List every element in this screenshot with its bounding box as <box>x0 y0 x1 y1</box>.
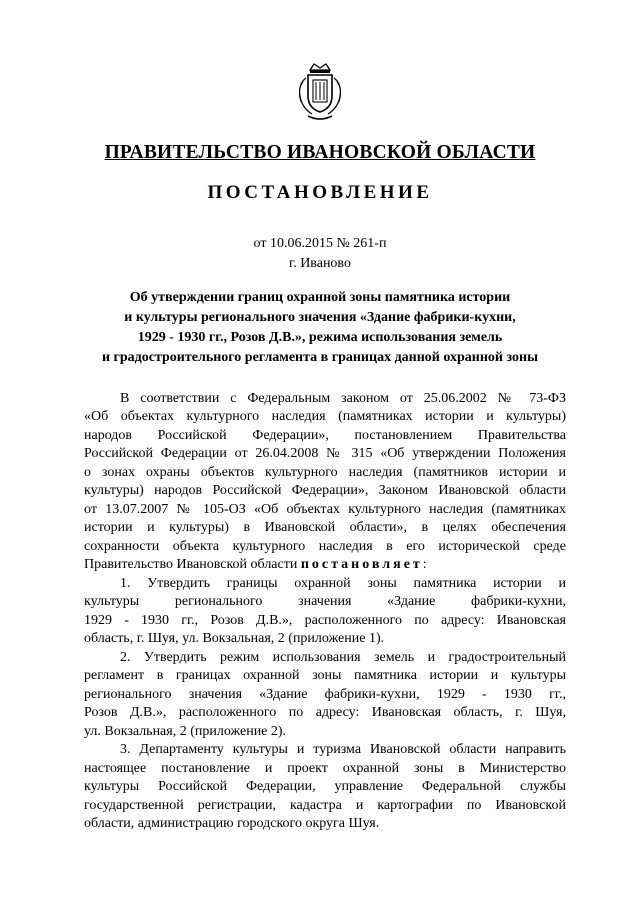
title-line: Об утверждении границ охранной зоны памятника истории <box>129 290 511 305</box>
item-3-line: настоящее постановление и проект охранной зоны в Министерство <box>84 761 566 776</box>
decree-colon: : <box>422 557 427 572</box>
document-city: г. Иваново <box>289 256 351 271</box>
organization-name: ПРАВИТЕЛЬСТВО ИВАНОВСКОЙ ОБЛАСТИ <box>104 142 536 163</box>
item-2-line: 2. Утвердить режим использования земель и градостроительный <box>120 650 566 665</box>
document-date-number: от 10.06.2015 № 261-п <box>253 236 387 251</box>
item-3-line: государственной регистрации, кадастра и картографии по Ивановской <box>84 798 566 813</box>
item-2-line: ул. Вокзальная, 2 (приложение 2). <box>84 724 287 739</box>
body-line: «Об объектах культурного наследия (памятниках истории и культуры) <box>84 409 566 424</box>
decree-word: постановляет <box>300 557 423 572</box>
body-line: сохранности объекта культурного наследия в его исторической среде <box>84 539 566 554</box>
title-line: 1929 - 1930 гг., Розов Д.В.», режима использования земель <box>137 330 503 345</box>
body-line-text: Правительство Ивановской области <box>84 557 301 572</box>
item-3-line: области, администрацию городского округа Шуя. <box>84 816 380 831</box>
body-line: В соответствии с Федеральным законом от 25.06.2002 № 73-ФЗ <box>120 391 566 406</box>
body-line: о зонах охраны объектов культурного наследия (памятников истории и <box>84 465 566 480</box>
body-line <box>84 556 566 574</box>
body-line: от 13.07.2007 № 105-ОЗ «Об объектах культурного наследия (памятниках <box>84 502 566 517</box>
item-2-line: регионального значения «Здание фабрики-кухни, 1929 - 1930 гг., <box>84 687 566 702</box>
item-1-line: 1929 - 1930 гг., Розов Д.В.», расположенного по адресу: Ивановская <box>84 613 566 628</box>
item-1-line: культуры регионального значения «Здание фабрики-кухни, <box>84 594 566 609</box>
coat-of-arms-icon <box>294 62 346 122</box>
body-line: культуры) народов Российской Федерации», Законом Ивановской области <box>84 483 566 498</box>
item-2-line: Розов Д.В.», расположенного по адресу: Ивановская область, г. Шуя, <box>84 705 566 720</box>
body-line: истории и культуры) в Ивановской области», в целях обеспечения <box>84 520 566 535</box>
body-line: Российской Федерации от 26.04.2008 № 315 «Об утверждении Положения <box>84 446 566 461</box>
item-2-line: регламент в границах охранной зоны памятника истории и культуры <box>84 668 566 683</box>
body-line: народов Российской Федерации», постановлением Правительства <box>84 428 566 443</box>
item-3-line: 3. Департаменту культуры и туризма Ивановской области направить <box>120 742 566 757</box>
item-3-line: культуры Российской Федерации, управление Федеральной службы <box>84 779 566 794</box>
item-1-line: область, г. Шуя, ул. Вокзальная, 2 (приложение 1). <box>84 631 385 646</box>
title-line: и культуры регионального значения «Здание фабрики-кухни, <box>124 310 516 325</box>
document-type: ПОСТАНОВЛЕНИЕ <box>207 182 433 203</box>
document-title <box>0 288 640 368</box>
title-line: и градостроительного регламента в границах данной охранной зоны <box>101 350 539 365</box>
item-1-line: 1. Утвердить границы охранной зоны памятника истории и <box>120 576 566 591</box>
